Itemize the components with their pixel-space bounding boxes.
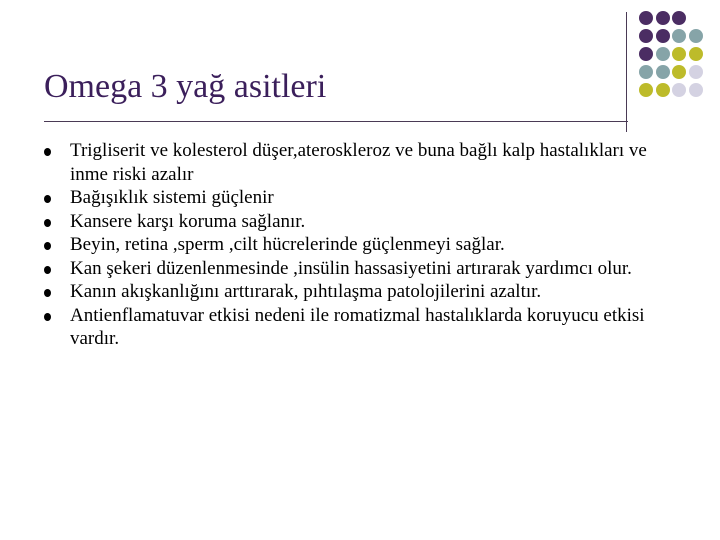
decorative-dot <box>656 83 670 97</box>
decorative-dot <box>672 47 686 61</box>
decorative-dot <box>689 65 703 79</box>
decorative-dot <box>656 11 670 25</box>
bullet-item <box>44 304 684 351</box>
bullet-item <box>44 233 684 257</box>
decorative-dot <box>672 65 686 79</box>
decorative-dot <box>672 29 686 43</box>
bullet-icon <box>44 313 51 321</box>
decorative-dot <box>639 11 653 25</box>
bullet-text: Bağışıklık sistemi güçlenir <box>70 187 274 208</box>
bullet-item <box>44 280 684 304</box>
bullet-item <box>44 139 684 186</box>
decorative-dot <box>672 11 686 25</box>
bullet-text: Kan şekeri düzenlenmesinde ,insülin hassasiyetini artırarak yardımcı olur. <box>70 257 632 279</box>
bullet-list <box>44 139 684 351</box>
bullet-icon <box>44 266 51 274</box>
decorative-dot <box>656 29 670 43</box>
bullet-text: Trigliserit ve kolesterol düşer,ateroskleroz ve buna bağlı kalp hastalıkları ve inme riski azalır <box>70 140 647 185</box>
bullet-icon <box>44 195 51 203</box>
decorative-dot <box>639 83 653 97</box>
bullet-item <box>44 186 684 210</box>
bullet-icon <box>44 289 51 297</box>
bullet-text: Kanın akışkanlığını arttırarak, pıhtılaşma patolojilerini azaltır. <box>70 281 542 302</box>
title-underline <box>44 121 628 122</box>
bullet-item <box>44 257 684 281</box>
bullet-text: Kansere karşı koruma sağlanır. <box>70 210 306 232</box>
decorative-dot <box>656 65 670 79</box>
bullet-icon <box>44 219 51 227</box>
bullet-text: Antienflamatuvar etkisi nedeni ile romatizmal hastalıklarda koruyucu etkisi vardır. <box>70 304 645 349</box>
bullet-icon <box>44 148 51 156</box>
vertical-divider <box>626 12 627 132</box>
decorative-dot <box>639 29 653 43</box>
decorative-dot <box>672 83 686 97</box>
bullet-text: Beyin, retina ,sperm ,cilt hücrelerinde güçlenmeyi sağlar. <box>70 234 505 255</box>
decorative-dot <box>656 47 670 61</box>
decorative-dot <box>639 65 653 79</box>
bullet-icon <box>44 242 51 250</box>
decorative-dot <box>639 47 653 61</box>
decorative-dot <box>689 47 703 61</box>
decorative-dot-grid <box>639 11 716 138</box>
slide-title: Omega 3 yağ asitleri <box>44 68 327 105</box>
bullet-item <box>44 210 684 234</box>
decorative-dot <box>689 83 703 97</box>
decorative-dot <box>689 29 703 43</box>
